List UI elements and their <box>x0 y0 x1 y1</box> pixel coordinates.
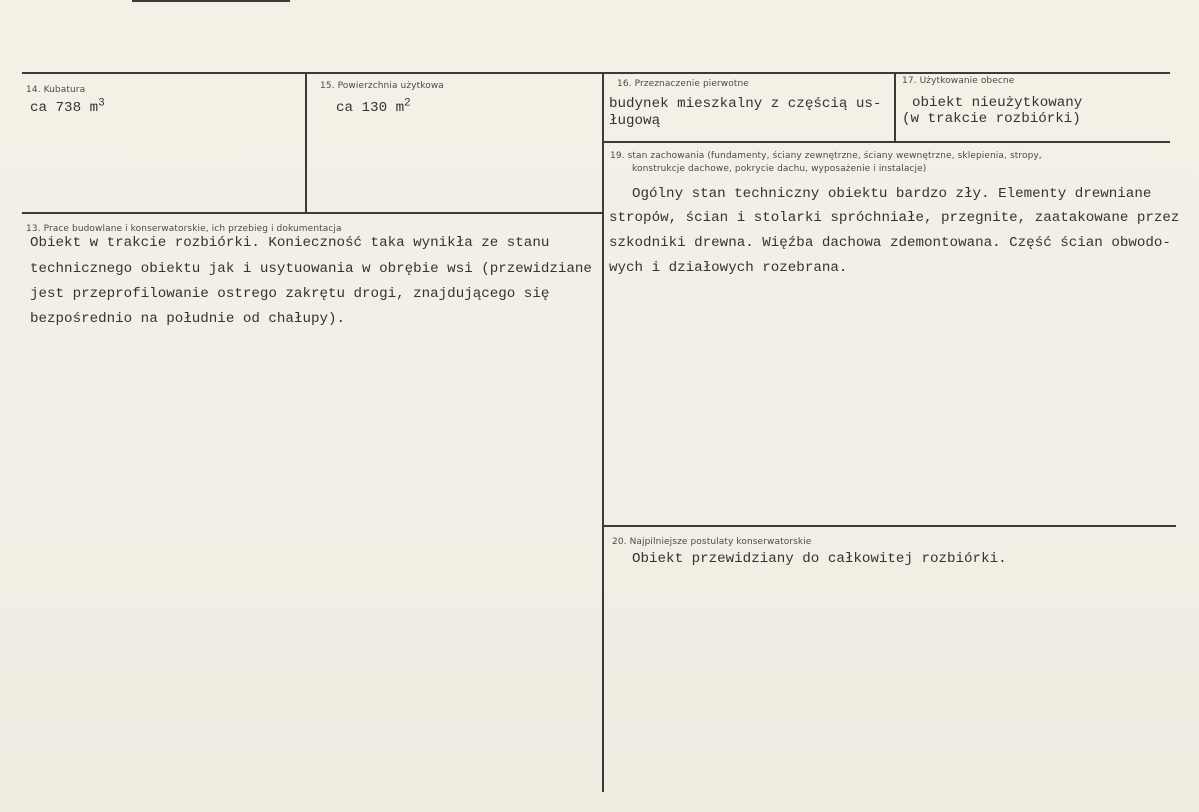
stan-line-4: wych i działowych rozebrana. <box>609 260 848 276</box>
kubatura-unit-exponent: 3 <box>98 97 105 110</box>
kubatura-label: 14. Kubatura <box>26 85 86 95</box>
uzytkowanie-label: 17. Użytkowanie obecne <box>902 76 1015 86</box>
powierzchnia-value <box>336 97 411 116</box>
postulaty-label: 20. Najpilniejsze postulaty konserwatorskie <box>612 537 812 547</box>
powierzchnia-unit-exponent: 2 <box>404 97 411 110</box>
powierzchnia-label: 15. Powierzchnia użytkowa <box>320 81 444 91</box>
rule-below-16-17 <box>604 141 1170 143</box>
rule-above-20 <box>604 525 1176 527</box>
stan-line-3: szkodniki drewna. Więźba dachowa zdemontowana. Część ścian obwodo- <box>609 235 1171 251</box>
prace-label: 13. Prace budowlane i konserwatorskie, ich przebieg i dokumentacja <box>26 224 342 234</box>
prace-line-2: technicznego obiektu jak i usytuowania w obrębie wsi (przewidziane <box>30 261 592 277</box>
uzytkowanie-line-2: (w trakcie rozbiórki) <box>902 111 1081 127</box>
divider-16-17 <box>894 74 896 142</box>
prace-line-4: bezpośrednio na południe od chałupy). <box>30 311 346 327</box>
przeznaczenie-label: 16. Przeznaczenie pierwotne <box>617 79 749 89</box>
rule-above-13 <box>22 212 602 214</box>
postulaty-line-1: Obiekt przewidziany do całkowitej rozbiórki. <box>632 551 1007 567</box>
prace-line-3: jest przeprofilowanie ostrego zakrętu drogi, znajdującego się <box>30 286 550 302</box>
kubatura-number: ca 738 m <box>30 100 99 116</box>
stan-line-2: stropów, ścian i stolarki spróchniałe, przegnite, zaatakowane przez <box>609 210 1180 226</box>
divider-14-15 <box>305 74 307 214</box>
center-divider <box>602 74 604 792</box>
stan-line-1: Ogólny stan techniczny obiektu bardzo zły. Elementy drewniane <box>632 186 1152 202</box>
prace-line-1: Obiekt w trakcie rozbiórki. Konieczność taka wynikła ze stanu <box>30 235 550 251</box>
stan-label-line-1: 19. stan zachowania (fundamenty, ściany zewnętrzne, ściany wewnętrzne, sklepienia, stropy, <box>610 151 1042 161</box>
powierzchnia-number: ca 130 m <box>336 100 405 116</box>
top-rule <box>22 72 1170 74</box>
uzytkowanie-line-1: obiekt nieużytkowany <box>912 95 1083 111</box>
stan-label-line-2: konstrukcje dachowe, pokrycie dachu, wyposażenie i instalacje) <box>632 164 927 174</box>
przeznaczenie-line-2: ługową <box>609 113 661 129</box>
kubatura-value <box>30 97 105 116</box>
przeznaczenie-line-1: budynek mieszkalny z częścią us- <box>609 96 882 112</box>
top-edge-stub-line <box>132 0 290 2</box>
